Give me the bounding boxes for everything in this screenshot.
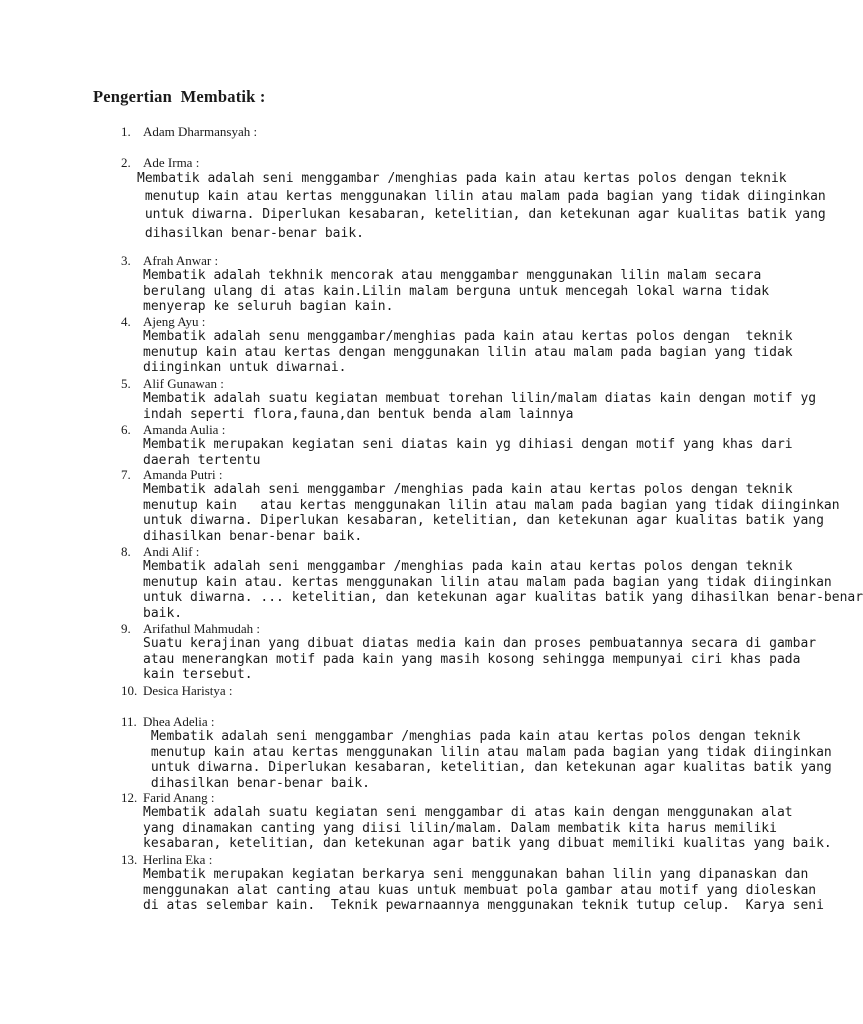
item-number: 11. [121,714,137,729]
item-name: Dhea Adelia : [143,714,215,729]
item-name: Farid Anang : [143,790,215,805]
item-description: Membatik adalah seni menggambar /menghias pada kain atau kertas polos dengan teknik menutup kain atau kertas menggunakan lilin atau malam pada bagian yang tidak diinginkan untuk diwarna. Diperlukan kesabaran, ketelitian, dan ketekunan agar kualitas batik yang dihasilkan benar-benar baik. [150,729,832,792]
item-name: Afrah Anwar : [143,253,219,268]
item-name: Ade Irma : [143,155,200,170]
item-number: 3. [121,253,131,268]
item-number: 10. [121,683,138,698]
item-name: Amanda Aulia : [143,422,226,437]
item-name: Amanda Putri : [143,467,223,482]
item-name: Andi Alif : [143,544,200,559]
page-title: Pengertian Membatik : [93,87,266,106]
item-name: Alif Gunawan : [143,376,224,391]
item-number: 4. [121,314,131,329]
item-description: Membatik adalah tekhnik mencorak atau menggambar menggunakan lilin malam secara berulang ulang di atas kain.Lilin malam berguna untuk mencegah lokal warna tidak menyerap ke seluruh bagian kain. [143,268,770,315]
item-description: Membatik merupakan kegiatan berkarya seni menggunakan bahan lilin yang dipanaskan dan menggunakan alat canting atau kuas untuk membuat pola gambar atau motif yang dioleskan di atas selembar kain. Teknik pewarnaannya menggunakan teknik tutup celup. Karya seni [143,867,824,914]
item-number: 7. [121,467,131,482]
item-description: Membatik adalah seni menggambar /menghias pada kain atau kertas polos dengan teknik menutup kain atau. kertas menggunakan lilin atau malam pada bagian yang tidak diinginkan untuk diwarna. ... ketelitian, dan ketekunan agar kualitas batik yang dihasilkan benar-benar baik. [143,559,863,622]
item-description: Membatik adalah seni menggambar /menghias pada kain atau kertas polos dengan teknik menutup kain atau kertas menggunakan lilin atau malam pada bagian yang tidak diinginkan untuk diwarna. Diperlukan kesabaran, ketelitian, dan ketekunan agar kualitas batik yang dihasilkan benar-benar baik. [143,482,840,545]
item-number: 8. [121,544,131,559]
item-name: Ajeng Ayu : [143,314,206,329]
item-name: Herlina Eka : [143,852,213,867]
item-description: Membatik adalah suatu kegiatan seni menggambar di atas kain dengan menggunakan alat yang dinamakan canting yang diisi lilin/malam. Dalam membatik kita harus memiliki kesabaran, ketelitian, dan ketekunan agar batik yang dibuat memiliki kualitas yang baik. [143,805,832,852]
item-description: Membatik adalah senu menggambar/menghias pada kain atau kertas polos dengan teknik menutup kain atau kertas dengan menggunakan lilin atau malam pada bagian yang tidak diinginkan untuk diwarnai. [143,329,793,376]
item-name: Desica Haristya : [143,683,233,698]
item-number: 2. [121,155,131,170]
item-description: Suatu kerajinan yang dibuat diatas media kain dan proses pembuatannya secara di gambar atau menerangkan motif pada kain yang masih kosong sehingga mempunyai ciri khas pada kain tersebut. [143,636,817,683]
item-number: 5. [121,376,131,391]
item-number: 1. [121,124,131,139]
item-number: 6. [121,422,131,437]
item-number: 9. [121,621,131,636]
item-name: Arifathul Mahmudah : [143,621,260,636]
item-description: Membatik adalah seni menggambar /menghias pada kain atau kertas polos dengan teknik menutup kain atau kertas menggunakan lilin atau malam pada bagian yang tidak diinginkan untuk diwarna. Diperlukan kesabaran, ketelitian, dan ketekunan agar kualitas batik yang dihasilkan benar-benar baik. [137,171,826,241]
item-description: Membatik adalah suatu kegiatan membuat torehan lilin/malam diatas kain dengan motif yg indah seperti flora,fauna,dan bentuk benda alam lainnya [143,391,817,422]
item-number: 13. [121,852,138,867]
item-name: Adam Dharmansyah : [143,124,258,139]
item-description: Membatik merupakan kegiatan seni diatas kain yg dihiasi dengan motif yang khas dari daerah tertentu [143,437,793,468]
item-number: 12. [121,790,138,805]
